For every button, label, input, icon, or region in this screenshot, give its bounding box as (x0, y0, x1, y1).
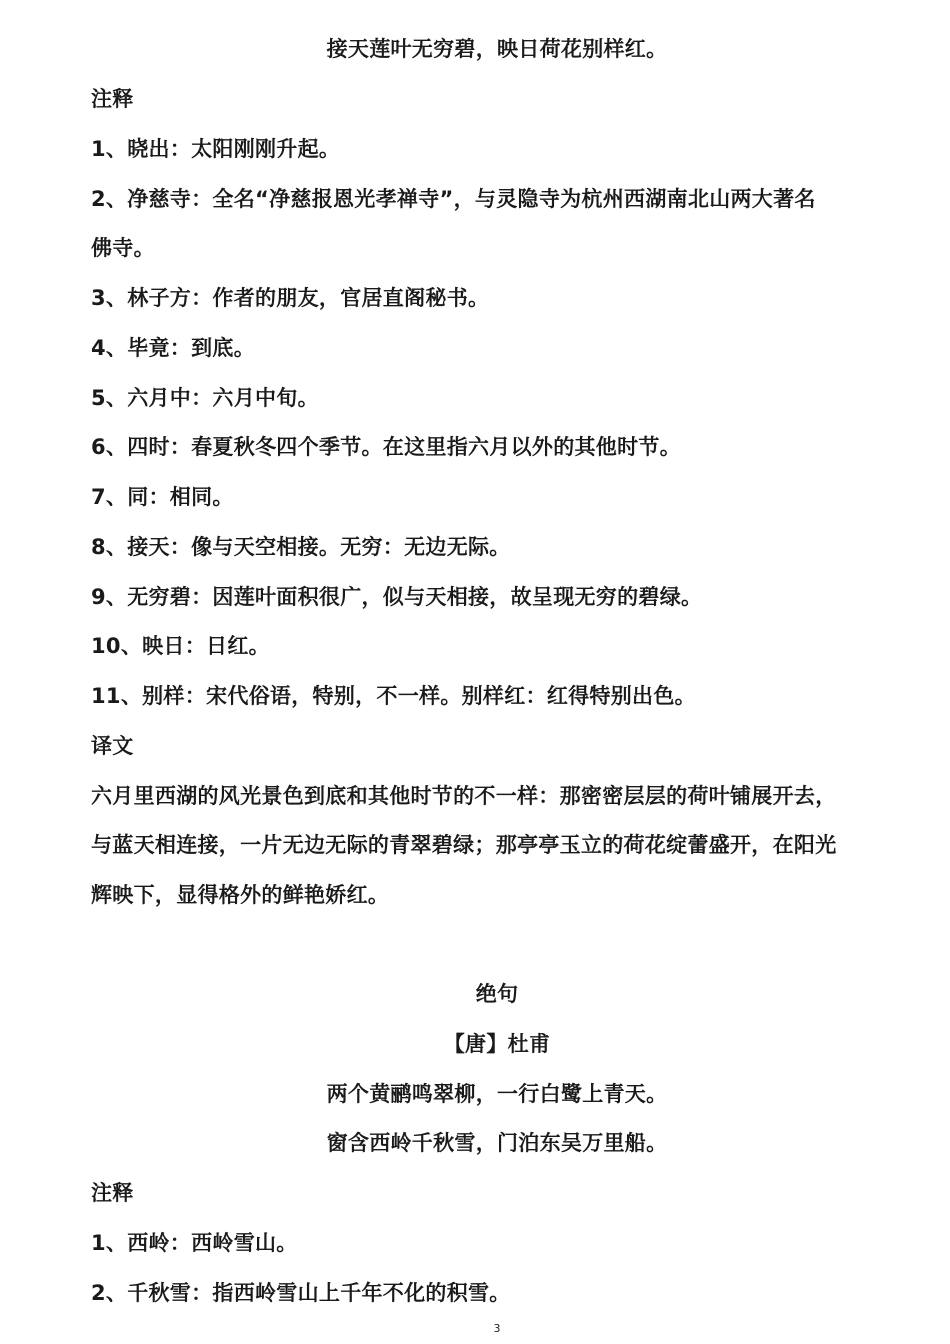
verse-line: 两个黄鹂鸣翠柳，一行白鹭上青天。 (326, 1082, 668, 1106)
note-item: 2、净慈寺：全名“净慈报恩光孝禅寺”，与灵隐寺为杭州西湖南北山两大著名 (91, 187, 816, 211)
note-item: 5、六月中：六月中旬。 (91, 386, 319, 410)
page-number: 3 (493, 1322, 501, 1335)
note-item: 11、别样：宋代俗语，特别，不一样。别样红：红得特别出色。 (91, 684, 696, 708)
note-item: 9、无穷碧：因莲叶面积很广，似与天相接，故呈现无穷的碧绿。 (91, 585, 703, 609)
verse-line: 窗含西岭千秋雪，门泊东吴万里船。 (326, 1131, 668, 1155)
notes-heading: 注释 (91, 87, 134, 111)
poem-title: 绝句 (475, 982, 519, 1006)
note-item: 8、接天：像与天空相接。无穷：无边无际。 (91, 535, 511, 559)
note-item: 1、晓出：太阳刚刚升起。 (91, 137, 341, 161)
note-item: 2、千秋雪：指西岭雪山上千年不化的积雪。 (91, 1281, 511, 1305)
translation-line: 六月里西湖的风光景色到底和其他时节的不一样：那密密层层的荷叶铺展开去， (91, 784, 837, 808)
verse-line: 接天莲叶无穷碧，映日荷花别样红。 (326, 37, 668, 61)
note-item: 1、西岭：西岭雪山。 (91, 1231, 298, 1255)
translation-heading: 译文 (91, 734, 134, 758)
note-item: 3、林子方：作者的朋友，官居直阁秘书。 (91, 286, 490, 310)
note-item: 4、毕竟：到底。 (91, 336, 256, 360)
note-item: 7、同：相同。 (91, 485, 234, 509)
translation-line: 辉映下，显得格外的鲜艳娇红。 (91, 883, 390, 907)
note-item: 6、四时：春夏秋冬四个季节。在这里指六月以外的其他时节。 (91, 435, 682, 459)
notes-heading: 注释 (91, 1181, 134, 1205)
translation-line: 与蓝天相连接，一片无边无际的青翠碧绿；那亭亭玉立的荷花绽蕾盛开，在阳光 (91, 833, 837, 857)
note-item: 10、映日：日红。 (91, 634, 270, 658)
note-item-continuation: 佛寺。 (91, 236, 155, 260)
poem-author: 【唐】杜甫 (443, 1032, 551, 1056)
